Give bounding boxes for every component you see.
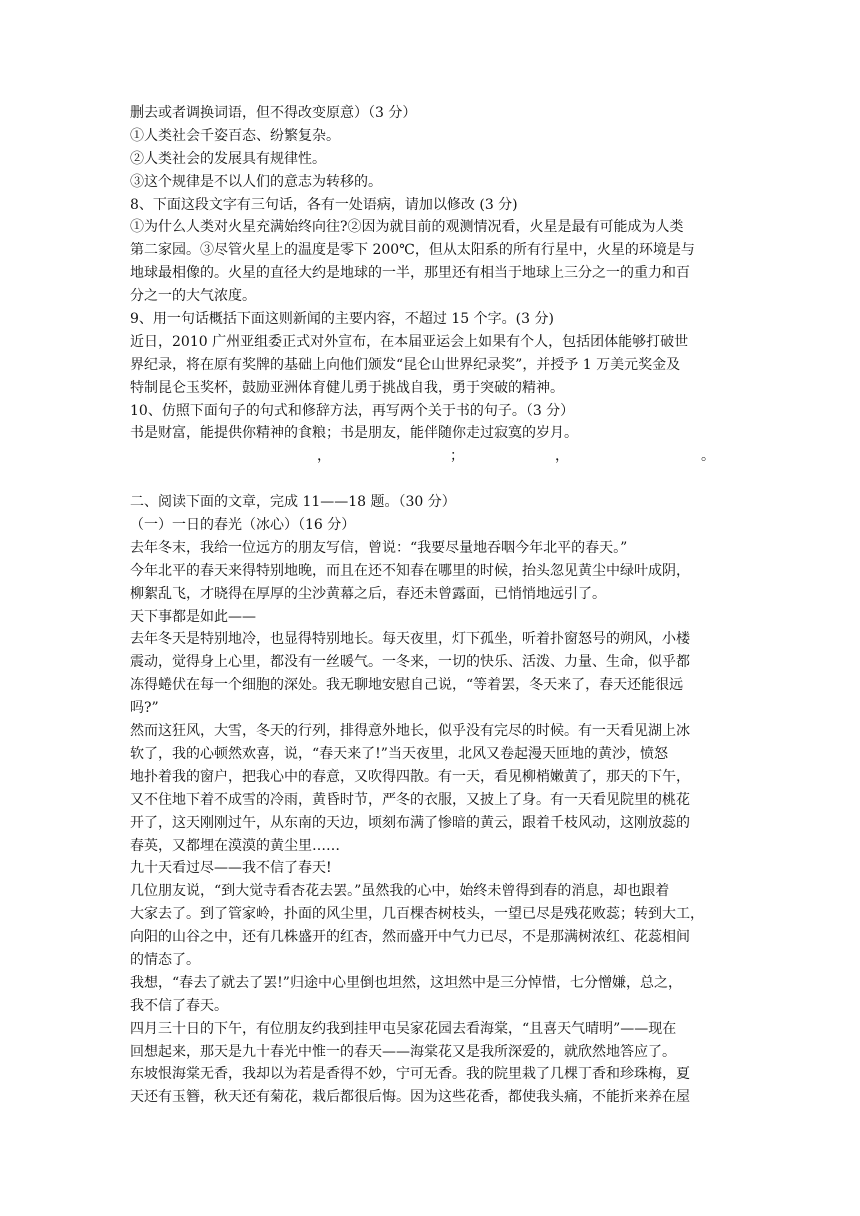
text-line: 吗?” xyxy=(130,700,159,717)
text-line: 天还有玉簪，秋天还有菊花，栽后都很后悔。因为这些花香，都使我头痛，不能折来养在屋 xyxy=(130,1089,690,1106)
text-line: （一）一日的春光（冰心）（16 分） xyxy=(130,517,356,534)
text-line: 书是财富，能提供你精神的食粮；书是朋友，能伴随你走过寂寞的岁月。 xyxy=(130,425,578,442)
blank-mark: ， xyxy=(555,448,569,465)
text-line: 特制昆仑玉奖杯，鼓励亚洲体育健儿勇于挑战自我，勇于突破的精神。 xyxy=(130,379,564,396)
text-line: 春英，又都埋在漠漠的黄尘里…… xyxy=(130,837,340,854)
text-line: 天下事都是如此—— xyxy=(130,608,256,625)
text-line: ①为什么人类对火星充满始终向往?②因为就目前的观测情况看，火星是最有可能成为人类 xyxy=(130,219,684,236)
text-line: 9、用一句话概括下面这则新闻的主要内容，不超过 15 个字。(3 分) xyxy=(130,311,554,328)
document-page xyxy=(130,102,730,1109)
reading-section xyxy=(130,491,730,1109)
text-line: ③这个规律是不以人们的意志为转移的。 xyxy=(130,173,382,190)
text-line: 去年冬末，我给一位远方的朋友写信，曾说：“我要尽量地吞咽今年北平的春天。” xyxy=(130,539,628,556)
text-line: 回想起来，那天是九十春光中惟一的春天——海棠花又是我所深爱的，就欣然地答应了。 xyxy=(130,1043,676,1060)
blank-mark: ； xyxy=(450,448,464,465)
text-line: 然而这狂风，大雪，冬天的行列，排得意外地长，似乎没有完尽的时候。有一天看见湖上冰 xyxy=(130,723,690,740)
text-line: 四月三十日的下午，有位朋友约我到挂甲屯吴家花园去看海棠，“且喜天气晴明”——现在 xyxy=(130,1020,677,1037)
text-line: 我想，“春去了就去了罢!”归途中心里倒也坦然，这坦然中是三分悼惜，七分憎嫌，总之， xyxy=(130,974,682,991)
question-section xyxy=(130,102,730,445)
text-line: 分之一的大气浓度。 xyxy=(130,288,256,305)
text-line: 的情态了。 xyxy=(130,951,200,968)
blank-mark: 。 xyxy=(701,448,715,465)
text-line: 10、仿照下面句子的句式和修辞方法，再写两个关于书的句子。（3 分） xyxy=(130,402,575,419)
blank-mark: ， xyxy=(317,448,331,465)
text-line: 开了，这天刚刚过午，从东南的天边，顷刻布满了惨暗的黄云，跟着千枝风动，这刚放蕊的 xyxy=(130,814,690,831)
text-line: 柳絮乱飞，才晓得在厚厚的尘沙黄幕之后，春还未曾露面，已悄悄地远引了。 xyxy=(130,585,606,602)
text-line: 又不住地下着不成雪的冷雨，黄昏时节，严冬的衣服，又披上了身。有一天看见院里的桃花 xyxy=(130,791,690,808)
text-line: 今年北平的春天来得特别地晚，而且在还不知春在哪里的时候，抬头忽见黄尘中绿叶成阴， xyxy=(130,562,690,579)
text-line: 近日，2010 广州亚组委正式对外宣布，在本届亚运会上如果有个人，包括团体能够打破世 xyxy=(130,333,689,350)
text-line: 8、下面这段文字有三句话，各有一处语病，请加以修改 (3 分) xyxy=(130,196,518,213)
text-line: 大家去了。到了管家岭，扑面的风尘里，几百棵杏树枝头，一望已尽是残花败蕊；转到大工， xyxy=(130,906,704,923)
text-line: 东坡恨海棠无香，我却以为若是香得不妙，宁可无香。我的院里栽了几棵丁香和珍珠梅，夏 xyxy=(130,1066,690,1083)
text-line: 几位朋友说，“到大觉寺看杏花去罢。”虽然我的心中，始终未曾得到春的消息，却也跟着 xyxy=(130,883,670,900)
text-line: 九十天看过尽——我不信了春天! xyxy=(130,860,332,877)
text-line: 向阳的山谷之中，还有几株盛开的红杏，然而盛开中气力已尽，不是那满树浓红、花蕊相间 xyxy=(130,929,690,946)
text-line: ①人类社会千姿百态、纷繁复杂。 xyxy=(130,127,340,144)
spacer xyxy=(130,468,730,491)
text-line: 冻得蜷伏在每一个细胞的深处。我无聊地安慰自己说，“等着罢，冬天来了，春天还能很远 xyxy=(130,677,684,694)
text-line: 二、阅读下面的文章，完成 11——18 题。（30 分） xyxy=(130,494,456,511)
text-line: ②人类社会的发展具有规律性。 xyxy=(130,150,326,167)
text-line: 震动，觉得身上心里，都没有一丝暖气。一冬来，一切的快乐、活泼、力量、生命，似乎都 xyxy=(130,654,690,671)
text-line: 删去或者调换词语，但不得改变原意）（3 分） xyxy=(130,105,417,121)
text-line: 去年冬天是特别地冷，也显得特别地长。每天夜里，灯下孤坐，听着扑窗怒号的朔风，小楼 xyxy=(130,631,690,648)
text-line: 我不信了春天。 xyxy=(130,997,228,1014)
text-line: 界纪录，将在原有奖牌的基础上向他们颁发“昆仑山世界纪录奖”，并授予 1 万美元奖金及 xyxy=(130,356,681,373)
text-line: 软了，我的心顿然欢喜，说，“春天来了!”当天夜里，北风又卷起漫天匝地的黄沙，愤怒 xyxy=(130,745,668,762)
text-line: 地球最相像的。火星的直径大约是地球的一半，那里还有相当于地球上三分之一的重力和百 xyxy=(130,265,690,282)
answer-blank-line[interactable] xyxy=(130,445,730,468)
text-line: 地扑着我的窗户，把我心中的春意，又吹得四散。有一天，看见柳梢嫩黄了，那天的下午， xyxy=(130,768,690,785)
text-line: 第二家园。③尽管火星上的温度是零下 200℃，但从太阳系的所有行星中，火星的环境是与 xyxy=(130,242,695,259)
